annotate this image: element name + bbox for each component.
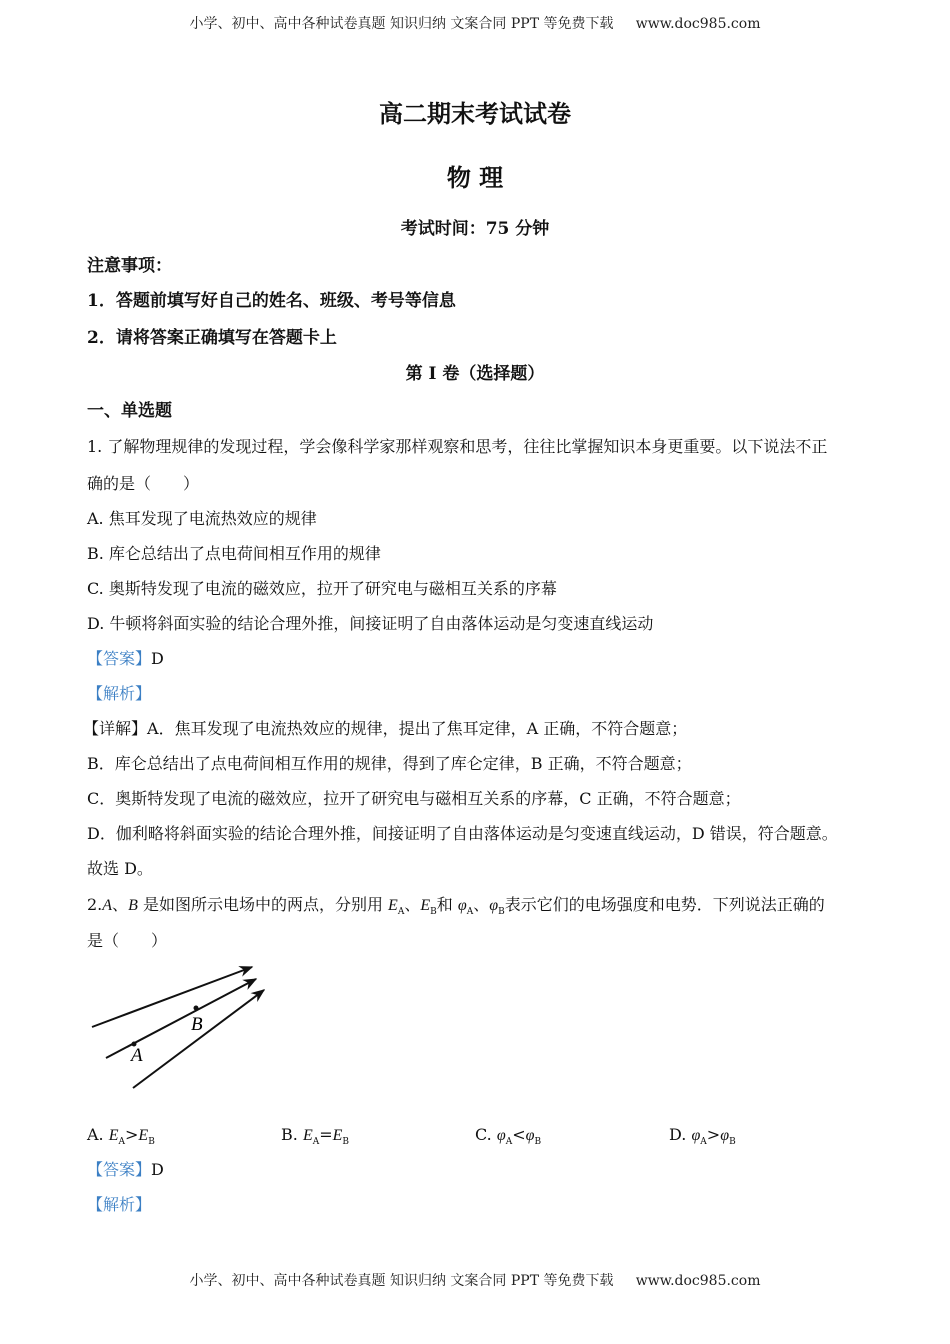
- sub: A: [312, 1137, 320, 1148]
- var: φ: [489, 897, 499, 914]
- page-footer: [0, 1270, 950, 1290]
- var: E: [138, 1127, 149, 1144]
- sub: A: [505, 1137, 513, 1148]
- q1-option-c: C. 奥斯特发现了电流的磁效应，拉开了研究电与磁相互关系的序幕: [87, 579, 557, 598]
- var: E: [302, 1127, 313, 1144]
- q2-answer: [87, 1160, 164, 1180]
- sub: A: [466, 907, 474, 918]
- var: A: [102, 897, 113, 914]
- q2-number: 2.: [87, 895, 103, 914]
- answer-label: 【答案】: [87, 649, 152, 668]
- text: 和: [436, 895, 453, 914]
- sub: A: [700, 1137, 707, 1148]
- var: φ: [525, 1127, 535, 1144]
- sep: 、: [112, 895, 129, 914]
- var: φ: [720, 1127, 730, 1144]
- detail-line: B．库仑总结出了点电荷间相互作用的规律，得到了库仑定律，B 正确，不符合题意；: [87, 754, 692, 773]
- var: B: [128, 897, 138, 914]
- var: E: [108, 1127, 119, 1144]
- answer-value: D: [151, 1160, 164, 1179]
- q2-analysis-label: 【解析】: [87, 1195, 152, 1214]
- note-item: 2．请将答案正确填写在答题卡上: [87, 328, 337, 348]
- detail-line: D．伽利略将斜面实验的结论合理外推，间接证明了自由落体运动是匀变速直线运动，D 错误，符合题意。: [87, 824, 838, 843]
- answer-value: D: [151, 649, 164, 668]
- header-url[interactable]: www.doc985.com: [635, 16, 761, 32]
- footer-text: 小学、初中、高中各种试卷真题 知识归纳 文案合同 PPT 等免费下载: [189, 1273, 614, 1289]
- label-a: A: [131, 1045, 143, 1066]
- q2-option-a: [87, 1125, 155, 1147]
- exam-time: 考试时间：75 分钟: [400, 219, 550, 239]
- opt-label: C.: [475, 1125, 492, 1144]
- q1-stem: 1. 了解物理规律的发现过程，学会像科学家那样观察和思考，往往比掌握知识本身更重要。以下说法不正: [87, 437, 828, 456]
- relation: >: [125, 1125, 139, 1144]
- detail-line: C．奥斯特发现了电流的磁效应，拉开了研究电与磁相互关系的序幕，C 正确，不符合题意；: [87, 789, 741, 808]
- q2-stem-cont: 是（ ）: [87, 931, 168, 950]
- q1-option-b: B. 库仑总结出了点电荷间相互作用的规律: [87, 544, 381, 563]
- note-item: 1．答题前填写好自己的姓名、班级、考号等信息: [87, 291, 456, 311]
- q2-option-b: [281, 1125, 349, 1147]
- detail-label: 【详解】: [83, 719, 148, 738]
- q2-option-d: [669, 1125, 736, 1147]
- subject-title: 物 理: [446, 163, 504, 192]
- sep: 、: [404, 895, 421, 914]
- relation: >: [706, 1125, 721, 1144]
- q1-analysis-label: 【解析】: [87, 684, 152, 703]
- opt-label: A.: [87, 1125, 104, 1144]
- relation: <: [512, 1125, 526, 1144]
- notes-heading: 注意事项：: [87, 256, 172, 276]
- var: φ: [691, 1127, 701, 1144]
- opt-label: D.: [669, 1125, 687, 1144]
- q2-option-c: [475, 1125, 541, 1147]
- sub: B: [342, 1137, 350, 1148]
- sub: B: [534, 1137, 542, 1148]
- var: E: [332, 1127, 343, 1144]
- point-b: [194, 1006, 199, 1011]
- q1-option-a: A. 焦耳发现了电流热效应的规律: [87, 509, 317, 528]
- answer-label: 【答案】: [87, 1160, 152, 1179]
- relation: =: [319, 1125, 333, 1144]
- exam-title: 高二期末考试试卷: [379, 99, 571, 128]
- sub: A: [118, 1137, 126, 1148]
- var: E: [388, 897, 398, 914]
- sub: A: [397, 907, 405, 918]
- header-text: 小学、初中、高中各种试卷真题 知识归纳 文案合同 PPT 等免费下载: [189, 16, 614, 32]
- sub: B: [729, 1137, 736, 1148]
- sep: 、: [473, 895, 490, 914]
- detail-line: 故选 D。: [87, 859, 153, 878]
- sub: B: [430, 907, 437, 918]
- opt-label: B.: [281, 1125, 298, 1144]
- var: φ: [457, 897, 467, 914]
- sub: B: [148, 1137, 155, 1148]
- var: φ: [496, 1127, 506, 1144]
- field-line: [106, 979, 256, 1058]
- volume-title: 第 I 卷（选择题）: [405, 364, 545, 384]
- q1-option-d: D. 牛顿将斜面实验的结论合理外推，间接证明了自由落体运动是匀变速直线运动: [87, 614, 654, 633]
- label-b: B: [191, 1014, 203, 1035]
- q1-stem-cont: 确的是（ ）: [87, 474, 200, 493]
- section-title: 一、单选题: [87, 401, 172, 421]
- footer-url[interactable]: www.doc985.com: [635, 1273, 761, 1289]
- text: 表示它们的电场强度和电势．下列说法正确的: [504, 895, 825, 914]
- sub: B: [498, 907, 505, 918]
- detail-line: A．焦耳发现了电流热效应的规律，提出了焦耳定律，A 正确，不符合题意；: [147, 719, 688, 738]
- text: 是如图所示电场中的两点，分别用: [142, 895, 383, 914]
- var: E: [420, 897, 431, 914]
